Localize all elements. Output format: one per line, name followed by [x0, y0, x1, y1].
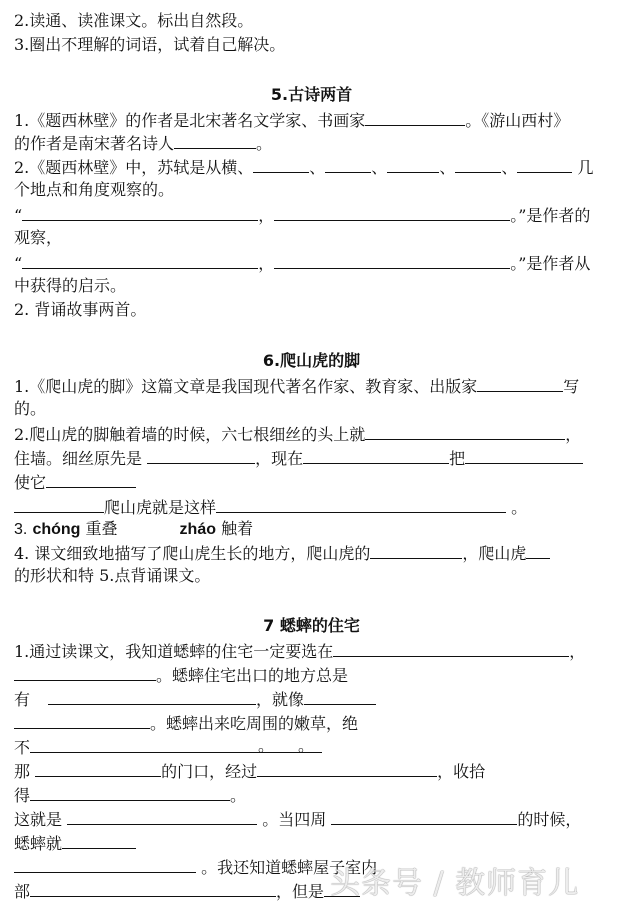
s7-line3 — [14, 687, 376, 709]
s5-q2-line4: 观察， — [14, 228, 63, 247]
text: 写 — [563, 377, 580, 396]
s7-line8 — [14, 807, 581, 829]
text: 。”是作者从 — [510, 254, 591, 273]
text: 、 — [501, 158, 518, 177]
text: 触着 — [221, 519, 254, 538]
text: “ — [14, 206, 23, 225]
s6-q2-line2 — [14, 446, 583, 468]
s7-line4 — [14, 711, 358, 733]
text: ， — [565, 425, 582, 444]
text: 、 — [371, 158, 388, 177]
text: ，现在 — [255, 449, 304, 468]
s5-q1-line2 — [14, 131, 272, 153]
s5-q2-line6: 中获得的启示。 — [14, 276, 127, 295]
blank[interactable] — [331, 807, 517, 825]
blank[interactable] — [365, 422, 565, 440]
blank[interactable] — [526, 541, 550, 559]
text: 这就是 — [14, 810, 63, 829]
text: 。蟋蟀出来吃周围的嫩草，绝 — [150, 714, 359, 733]
text: 几 — [577, 158, 594, 177]
s6-q2-line1 — [14, 422, 581, 444]
text: 有 — [14, 690, 31, 709]
text: 、 — [309, 158, 326, 177]
blank[interactable] — [14, 495, 104, 513]
blank[interactable] — [174, 131, 256, 149]
blank[interactable] — [274, 203, 510, 221]
blank[interactable] — [216, 495, 506, 513]
text: ， — [258, 206, 275, 225]
s7-line5 — [14, 735, 322, 757]
blank[interactable] — [22, 203, 258, 221]
blank[interactable] — [46, 470, 136, 488]
s7-line2 — [14, 663, 348, 685]
blank[interactable] — [257, 759, 437, 777]
blank[interactable] — [14, 855, 196, 873]
blank[interactable] — [455, 155, 501, 173]
text: ，就像 — [256, 690, 305, 709]
blank[interactable] — [253, 155, 309, 173]
blank[interactable] — [370, 541, 462, 559]
text: 使它 — [14, 473, 47, 492]
text: 的时候， — [517, 810, 582, 829]
text: 。”是作者的 — [510, 206, 591, 225]
s6-q3 — [14, 518, 253, 540]
blank[interactable] — [325, 155, 371, 173]
s7-line11 — [14, 879, 360, 901]
text: 。蟋蟀住宅出口的地方总是 — [156, 666, 349, 685]
watermark: 头条号 / 教师育儿 — [330, 866, 580, 901]
text: 重叠 — [85, 519, 118, 538]
text: ，收拾 — [437, 762, 486, 781]
blank[interactable] — [35, 759, 161, 777]
s6-q2-line3 — [14, 470, 136, 492]
intro-line-2: 2.读通、读准课文。标出自然段。 — [14, 11, 254, 30]
text: ， — [258, 254, 275, 273]
text: 、 — [439, 158, 456, 177]
text: 2.《题西林壁》中，苏轼是从横、 — [14, 158, 254, 177]
text: 。 — [230, 786, 247, 805]
text: ，爬山虎 — [462, 544, 527, 563]
s6-q4-line1 — [14, 541, 550, 563]
blank[interactable] — [465, 446, 583, 464]
text: 3. — [14, 521, 28, 538]
s7-line1 — [14, 639, 585, 661]
text: 的作者是南宋著名诗人 — [14, 134, 175, 153]
text: “ — [14, 254, 23, 273]
text: 1.《题西林壁》的作者是北宋著名文学家、书画家 — [14, 111, 366, 130]
section-5-title: 5.古诗两首 — [270, 85, 353, 104]
text: 得 — [14, 786, 31, 805]
s5-q2-line3 — [14, 203, 590, 225]
s7-line6 — [14, 759, 485, 781]
blank[interactable] — [30, 783, 230, 801]
s7-line7 — [14, 783, 246, 805]
blank[interactable] — [30, 879, 276, 897]
blank[interactable] — [303, 446, 449, 464]
text: 把 — [449, 449, 466, 468]
pinyin: chóng — [32, 521, 81, 538]
section-6-title: 6.爬山虎的脚 — [262, 351, 361, 370]
text: 那 — [14, 762, 31, 781]
s5-q2-line2: 个地点和角度观察的。 — [14, 180, 175, 199]
blank[interactable] — [147, 446, 255, 464]
blank[interactable] — [274, 251, 510, 269]
blank[interactable] — [365, 108, 465, 126]
text: 的门口，经过 — [161, 762, 258, 781]
intro-line-3: 3.圈出不理解的词语，试着自己解决。 — [14, 35, 286, 54]
blank[interactable] — [14, 663, 156, 681]
blank[interactable] — [62, 831, 136, 849]
text: 。 — [511, 498, 528, 517]
s5-q3: 2. 背诵故事两首。 — [14, 300, 147, 319]
blank[interactable] — [477, 374, 563, 392]
text: 住墙。细丝原先是 — [14, 449, 143, 468]
text: 不 — [14, 738, 31, 757]
blank[interactable] — [333, 639, 569, 657]
text: 蟋蟀就 — [14, 834, 63, 853]
text: 。 — [256, 134, 273, 153]
s5-q2-line1 — [14, 155, 593, 177]
blank[interactable] — [14, 711, 150, 729]
s6-q2-line4 — [14, 495, 527, 517]
text: 。我还知道蟋蟀屋子室内 — [201, 858, 378, 877]
blank[interactable] — [22, 251, 258, 269]
text: ，但是 — [276, 882, 325, 901]
blank[interactable] — [387, 155, 439, 173]
blank[interactable] — [304, 687, 376, 705]
blank[interactable] — [67, 807, 257, 825]
s6-q1-line2: 的。 — [14, 399, 47, 418]
text: 。当四周 — [262, 810, 327, 829]
text: 1.通过读课文，我知道蟋蟀的住宅一定要选在 — [14, 642, 334, 661]
s5-q2-line5 — [14, 251, 590, 273]
s6-q1-line1 — [14, 374, 579, 396]
text: 4. 课文细致地描写了爬山虎生长的地方，爬山虎的 — [14, 544, 371, 563]
s5-q1-line1 — [14, 108, 569, 130]
text: 2.爬山虎的脚触着墙的时候，六七根细丝的头上就 — [14, 425, 366, 444]
text: 爬山虎就是这样 — [104, 498, 217, 517]
s7-line9 — [14, 831, 136, 853]
blank[interactable] — [48, 687, 256, 705]
text: 1.《爬山虎的脚》这篇文章是我国现代著名作家、教育家、出版家 — [14, 377, 478, 396]
text: ， — [569, 642, 586, 661]
section-7-title: 7 蟋蟀的住宅 — [263, 616, 360, 635]
text: 。《游山西村》 — [465, 111, 570, 130]
blank[interactable] — [517, 155, 572, 173]
text: 部 — [14, 882, 31, 901]
blank[interactable]: 。 。 — [30, 735, 322, 753]
pinyin: zháo — [179, 521, 216, 538]
s6-q4-line2: 的形状和特 5.点背诵课文。 — [14, 566, 211, 585]
s7-line10 — [14, 855, 377, 877]
